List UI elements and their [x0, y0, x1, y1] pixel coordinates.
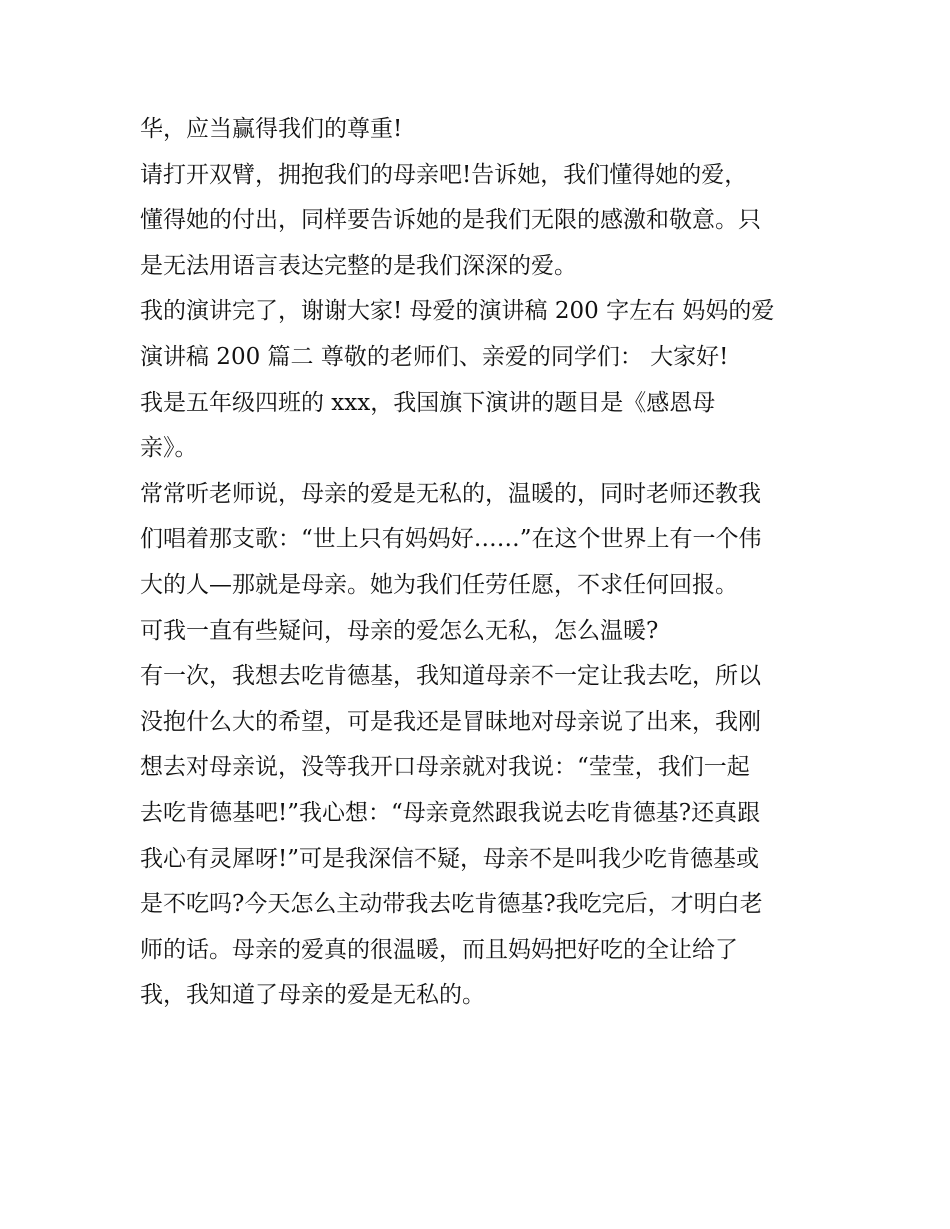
text-line: 可我一直有些疑问，母亲的爱怎么无私，怎么温暖? [140, 617, 659, 644]
text-line: 常常听老师说，母亲的爱是无私的，温暖的，同时老师还教我 [140, 480, 761, 507]
text-line: 懂得她的付出，同样要告诉她的是我们无限的感激和敬意。只 [140, 207, 761, 234]
text-line: 有一次，我想去吃肯德基，我知道母亲不一定让我去吃，所以 [140, 663, 761, 690]
text-line: 没抱什么大的希望，可是我还是冒昧地对母亲说了出来，我刚 [140, 708, 761, 735]
text-line: 是不吃吗?今天怎么主动带我去吃肯德基?我吃完后，才明白老 [140, 891, 763, 918]
text-line: 我，我知道了母亲的爱是无私的。 [140, 982, 485, 1009]
text-line: 是无法用语言表达完整的是我们深深的爱。 [140, 252, 577, 279]
text-line: 我心有灵犀呀!”可是我深信不疑，母亲不是叫我少吃肯德基或 [140, 845, 760, 872]
text-line: 大的人—那就是母亲。她为我们任劳任愿，不求任何回报。 [140, 571, 738, 598]
text-line: 亲》。 [140, 435, 198, 462]
text-line: 我是五年级四班的 xxx，我国旗下演讲的题目是《感恩母 [140, 389, 716, 416]
text-line: 去吃肯德基吧!”我心想：“母亲竟然跟我说去吃肯德基?还真跟 [140, 799, 761, 826]
text-line: 们唱着那支歌：“世上只有妈妈好……”在这个世界上有一个伟 [140, 526, 762, 553]
body-text [140, 107, 820, 1019]
text-line: 我的演讲完了，谢谢大家! 母爱的演讲稿 200 字左右 妈妈的爱 [140, 298, 775, 325]
text-line: 请打开双臂，拥抱我们的母亲吧!告诉她，我们懂得她的爱， [140, 161, 748, 188]
text-line: 想去对母亲说，没等我开口母亲就对我说：“莹莹，我们一起 [140, 754, 750, 781]
text-line: 师的话。母亲的爱真的很温暖，而且妈妈把好吃的全让给了 [140, 936, 738, 963]
text-line: 华，应当赢得我们的尊重! [140, 116, 403, 142]
text-line: 演讲稿 200 篇二 尊敬的老师们、亲爱的同学们： 大家好! [140, 343, 729, 370]
